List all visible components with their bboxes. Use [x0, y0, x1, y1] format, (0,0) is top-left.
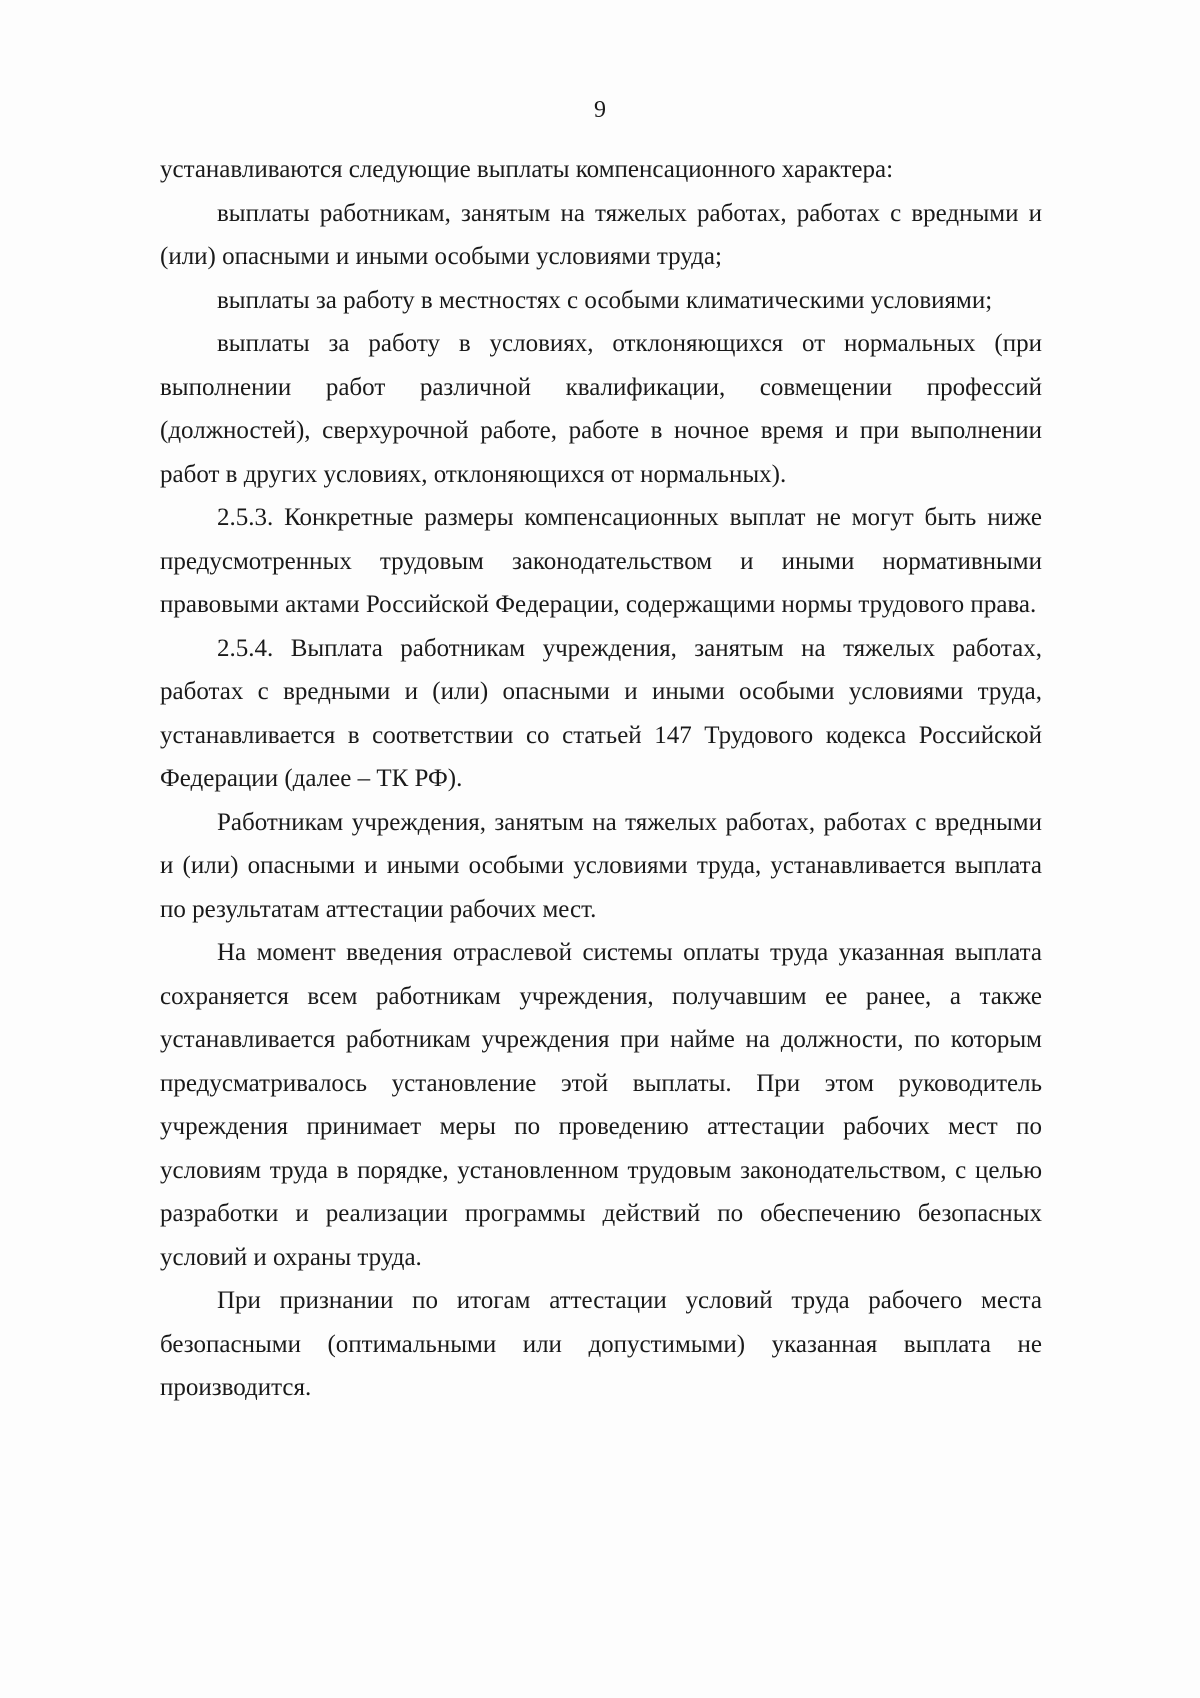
paragraph-attestation-payment: Работникам учреждения, занятым на тяжелых работах, работах с вредными и (или) опасными и иными особыми условиями труда, устанавливается выплата по результатам аттестации рабочих мест.: [160, 808, 1042, 923]
paragraph-safe-conditions: При признании по итогам аттестации условий труда рабочего места безопасными (оптимальными или допустимыми) указанная выплата не производится.: [160, 1287, 1042, 1401]
document-body: [160, 148, 1042, 1410]
paragraph-2-5-4: 2.5.4. Выплата работникам учреждения, занятым на тяжелых работах, работах с вредными и (или) опасными и иными особыми условиями труда, устанавливается в соответствии со статьей 147 Трудового кодекса Российской Федерации (далее – ТК РФ).: [160, 634, 1042, 792]
paragraph-heavy-work-payments: выплаты работникам, занятым на тяжелых работах, работах с вредными и (или) опасными и иными особыми условиями труда;: [160, 199, 1042, 270]
paragraph-continuation: устанавливаются следующие выплаты компенсационного характера:: [160, 156, 894, 183]
paragraph-climate-payments: выплаты за работу в местностях с особыми климатическими условиями;: [217, 286, 993, 314]
paragraph-transition-period: На момент введения отраслевой системы оплаты труда указанная выплата сохраняется всем работникам учреждения, получавшим ее ранее, а также устанавливается работникам учреждения при найме на должности, по которым предусматривалось установление этой выплаты. При этом руководитель учреждения принимает меры по проведению аттестации рабочих мест по условиям труда в порядке, установленном трудовым законодательством, с целью разработки и реализации программы действий по обеспечению безопасных условий и охраны труда.: [160, 939, 1042, 1271]
paragraph-2-5-3: 2.5.3. Конкретные размеры компенсационных выплат не могут быть ниже предусмотренных трудовым законодательством и иными нормативными правовыми актами Российской Федерации, содержащими нормы трудового права.: [160, 504, 1042, 618]
paragraph-abnormal-conditions-payments: выплаты за работу в условиях, отклоняющихся от нормальных (при выполнении работ различной квалификации, совмещении профессий (должностей), сверхурочной работе, работе в ночное время и при выполнении работ в других условиях, отклоняющихся от нормальных).: [160, 330, 1042, 488]
page-number: 9: [594, 97, 606, 123]
